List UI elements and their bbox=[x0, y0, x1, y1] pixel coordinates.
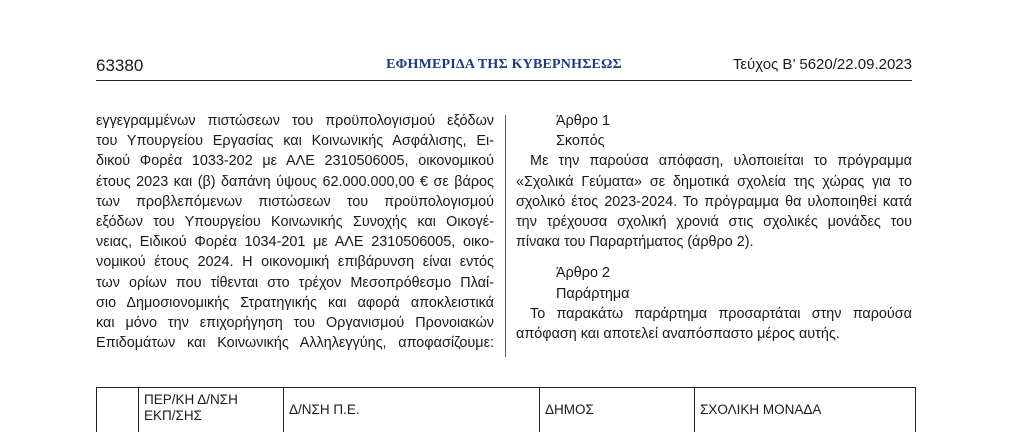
text-line: του Υπουργείου Εργασίας και Κοινωνικής Ασφάλισης, Ει- bbox=[96, 133, 494, 150]
article-2-title: Παράρτημα bbox=[556, 285, 630, 302]
page-header bbox=[96, 56, 912, 78]
issue-reference: Τεύχος Β’ 5620/22.09.2023 bbox=[732, 56, 912, 73]
header-cell-regional-directorate bbox=[138, 388, 283, 432]
header-text: ΔΗΜΟΣ bbox=[545, 402, 594, 417]
article-1-number: Άρθρο 1 bbox=[556, 113, 610, 129]
article-2-number: Άρθρο 2 bbox=[556, 265, 610, 282]
text-line: νομικού έτους 2024. Η οικονομική επιβάρυνση είναι εντός bbox=[96, 254, 494, 271]
column-divider bbox=[505, 115, 506, 357]
right-column bbox=[516, 111, 912, 344]
text-line: Επιδομάτων και Κοινωνικής Αλληλεγγύης, αποφασίζουμε: bbox=[96, 335, 494, 352]
text-line: σιο Δημοσιονομικής Στρατηγικής και αφορά αποκλειστικά bbox=[96, 294, 494, 311]
annex-table bbox=[96, 387, 916, 432]
page-number: 63380 bbox=[96, 56, 144, 75]
header-line: ΠΕΡ/ΚΗ Δ/ΝΣΗ bbox=[144, 392, 238, 407]
text-line: εξόδων του Υπουργείου Κοινωνικής Συνοχής και Οικογέ- bbox=[96, 214, 494, 231]
article-1-title: Σκοπός bbox=[556, 133, 605, 150]
header-rule bbox=[96, 80, 912, 81]
header-cell-directorate bbox=[283, 388, 539, 432]
text-line: εγγεγραμμένων πιστώσεων του προϋπολογισμού εξόδων bbox=[96, 113, 494, 129]
text-line: νειας, Ειδικού Φορέα 1034-201 με ΑΛΕ 2310506005, οικο- bbox=[96, 234, 494, 251]
gazette-title: ΕΦΗΜΕΡΙΔΑ ΤΗΣ ΚΥΒΕΡΝΗΣΕΩΣ bbox=[386, 57, 622, 72]
article-1-text: Με την παρούσα απόφαση, υλοποιείται το πρόγραμμα «Σχολικά Γεύματα» σε δημοτικά σχολεία της χώρας για το σχολικό έτος 2023-2024. Το πρόγραμμα θα υλοποιηθεί κατά την τρέχουσα σχολική χρονιά στις σχολικές μονάδες του πίνακα του Παραρτήματος (άρθρο 2). bbox=[516, 153, 912, 251]
left-column bbox=[96, 111, 494, 353]
header-cell-school-unit bbox=[694, 388, 915, 432]
text-line: δικού Φορέα 1033-202 με ΑΛΕ 2310506005, οικονομικού bbox=[96, 153, 494, 170]
text-line: έτους 2023 και (β) δαπάνη ύψους 62.000.000,00 € σε βάρος bbox=[96, 173, 494, 190]
header-text: Δ/ΝΣΗ Π.Ε. bbox=[289, 402, 360, 417]
text-line: και μόνο την επιχορήγηση του Οργανισμού Προνοιακών bbox=[96, 315, 494, 332]
header-cell-municipality bbox=[539, 388, 694, 432]
text-line: των ορίων που τίθενται στο τρέχον Μεσοπρόθεσμο Πλαί- bbox=[96, 274, 494, 291]
header-text: ΣΧΟΛΙΚΗ ΜΟΝΑΔΑ bbox=[700, 402, 822, 417]
text-line: των προβλεπόμενων πιστώσεων του προϋπολογισμού bbox=[96, 193, 494, 210]
header-line: ΕΚΠ/ΣΗΣ bbox=[144, 408, 202, 423]
article-2-text: Το παρακάτω παράρτημα προσαρτάται στην παρούσα απόφαση και αποτελεί αναπόσπαστο μέρος αυτής. bbox=[516, 305, 912, 343]
